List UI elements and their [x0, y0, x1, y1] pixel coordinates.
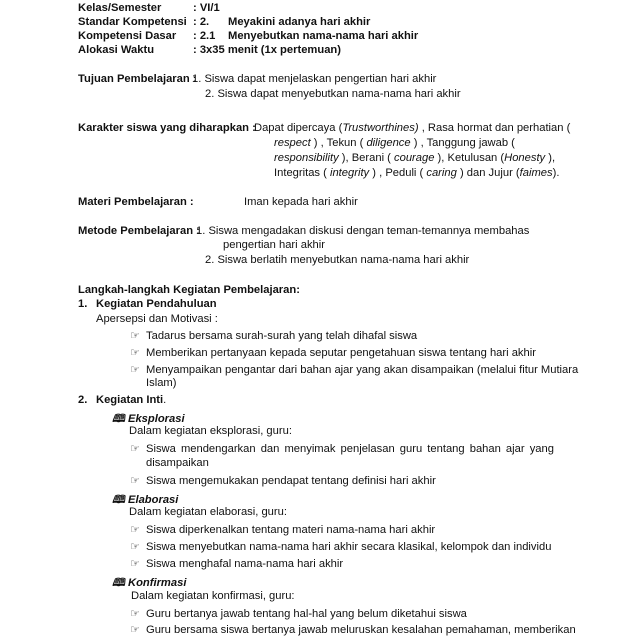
pointing-hand-icon: ☞ — [130, 524, 140, 536]
tujuan-item-1: 1. Siswa dapat menjelaskan pengertian hari akhir — [192, 73, 437, 85]
pointing-hand-icon: ☞ — [130, 608, 140, 620]
konfirmasi-sub: Dalam kegiatan konfirmasi, guru: — [131, 590, 295, 602]
list-item: ☞ Tadarus bersama surah-surah yang telah dihafal siswa — [130, 330, 418, 342]
pointing-hand-icon: ☞ — [130, 541, 140, 553]
kd-num: : 2.1 — [193, 30, 216, 42]
karakter-label: Karakter siswa yang diharapkan : — [78, 122, 256, 134]
tujuan-label: Tujuan Pembelajaran : — [78, 73, 197, 85]
karakter-line-1: Dapat dipercaya (Trustworthines) , Rasa hormat dan perhatian ( — [254, 122, 571, 134]
open-book-icon: 🕮 — [112, 494, 125, 506]
pointing-hand-icon: ☞ — [130, 624, 140, 636]
tujuan-item-2: 2. Siswa dapat menyebutkan nama-nama hari akhir — [205, 88, 461, 100]
eksplorasi-heading: 🕮 Eksplorasi — [112, 410, 185, 429]
step-1-num: 1. — [78, 298, 88, 310]
pointing-hand-icon: ☞ — [130, 364, 140, 376]
karakter-line-3: responsibility ), Berani ( courage ), Ketulusan (Honesty ), — [274, 152, 556, 164]
elaborasi-sub: Dalam kegiatan elaborasi, guru: — [129, 506, 287, 518]
pointing-hand-icon: ☞ — [130, 330, 140, 342]
step-1-sub: Apersepsi dan Motivasi : — [96, 313, 218, 325]
list-item: ☞ Siswa menyebutkan nama-nama hari akhir secara klasikal, kelompok dan individu — [130, 541, 552, 553]
step-1-title: Kegiatan Pendahuluan — [96, 298, 217, 310]
kd-label: Kompetensi Dasar — [78, 30, 177, 42]
pointing-hand-icon: ☞ — [130, 475, 140, 487]
aw-value: : 3x35 menit (1x pertemuan) — [193, 44, 341, 56]
metode-item-1b: pengertian hari akhir — [223, 239, 325, 251]
karakter-line-2: respect ) , Tekun ( diligence ) , Tanggung jawab ( — [274, 137, 515, 149]
list-item: ☞ Memberikan pertanyaan kepada seputar pengetahuan siswa tentang hari akhir — [130, 347, 536, 359]
open-book-icon: 🕮 — [112, 413, 125, 425]
metode-label: Metode Pembelajaran : — [78, 225, 200, 237]
pointing-hand-icon: ☞ — [130, 443, 140, 455]
eksplorasi-sub: Dalam kegiatan eksplorasi, guru: — [129, 425, 292, 437]
aw-label: Alokasi Waktu — [78, 44, 155, 56]
elaborasi-heading: 🕮 Elaborasi — [112, 491, 178, 510]
pointing-hand-icon: ☞ — [130, 558, 140, 570]
step-2-title: Kegiatan Inti. — [96, 394, 167, 406]
open-book-icon: 🕮 — [112, 577, 125, 589]
langkah-title: Langkah-langkah Kegiatan Pembelajaran: — [78, 284, 300, 296]
list-item: ☞ Guru bersama siswa bertanya jawab meluruskan kesalahan pemahaman, memberikan — [130, 624, 576, 636]
kelas-label: Kelas/Semester — [78, 2, 162, 14]
karakter-line-4: Integritas ( integrity ) , Peduli ( caring ) dan Jujur (faimes). — [274, 167, 560, 179]
list-item: ☞ Siswa mendengarkan dan menyimak penjelasan guru tentang bahan ajar yang — [130, 443, 554, 455]
sk-label: Standar Kompetensi — [78, 16, 187, 28]
materi-label: Materi Pembelajaran : — [78, 196, 194, 208]
list-item: ☞ Menyampaikan pengantar dari bahan ajar yang akan disampaikan (melalui fitur Mutiara — [130, 364, 579, 376]
list-item-cont: disampaikan — [146, 457, 209, 469]
list-item: ☞ Siswa mengemukakan pendapat tentang definisi hari akhir — [130, 475, 436, 487]
sk-text: Meyakini adanya hari akhir — [228, 16, 371, 28]
step-2-num: 2. — [78, 394, 88, 406]
list-item: ☞ Guru bertanya jawab tentang hal-hal yang belum diketahui siswa — [130, 608, 467, 620]
list-item: ☞ Siswa diperkenalkan tentang materi nama-nama hari akhir — [130, 524, 436, 536]
list-item-cont: Islam) — [146, 377, 177, 389]
pointing-hand-icon: ☞ — [130, 347, 140, 359]
list-item: ☞ Siswa menghafal nama-nama hari akhir — [130, 558, 344, 570]
kd-text: Menyebutkan nama-nama hari akhir — [228, 30, 419, 42]
metode-item-2: 2. Siswa berlatih menyebutkan nama-nama hari akhir — [205, 254, 470, 266]
sk-num: : 2. — [193, 16, 210, 28]
kelas-value: : VI/1 — [193, 2, 220, 14]
materi-value: Iman kepada hari akhir — [244, 196, 358, 208]
metode-item-1a: 1. Siswa mengadakan diskusi dengan teman-temannya membahas — [196, 225, 530, 237]
konfirmasi-heading: 🕮 Konfirmasi — [112, 574, 186, 593]
